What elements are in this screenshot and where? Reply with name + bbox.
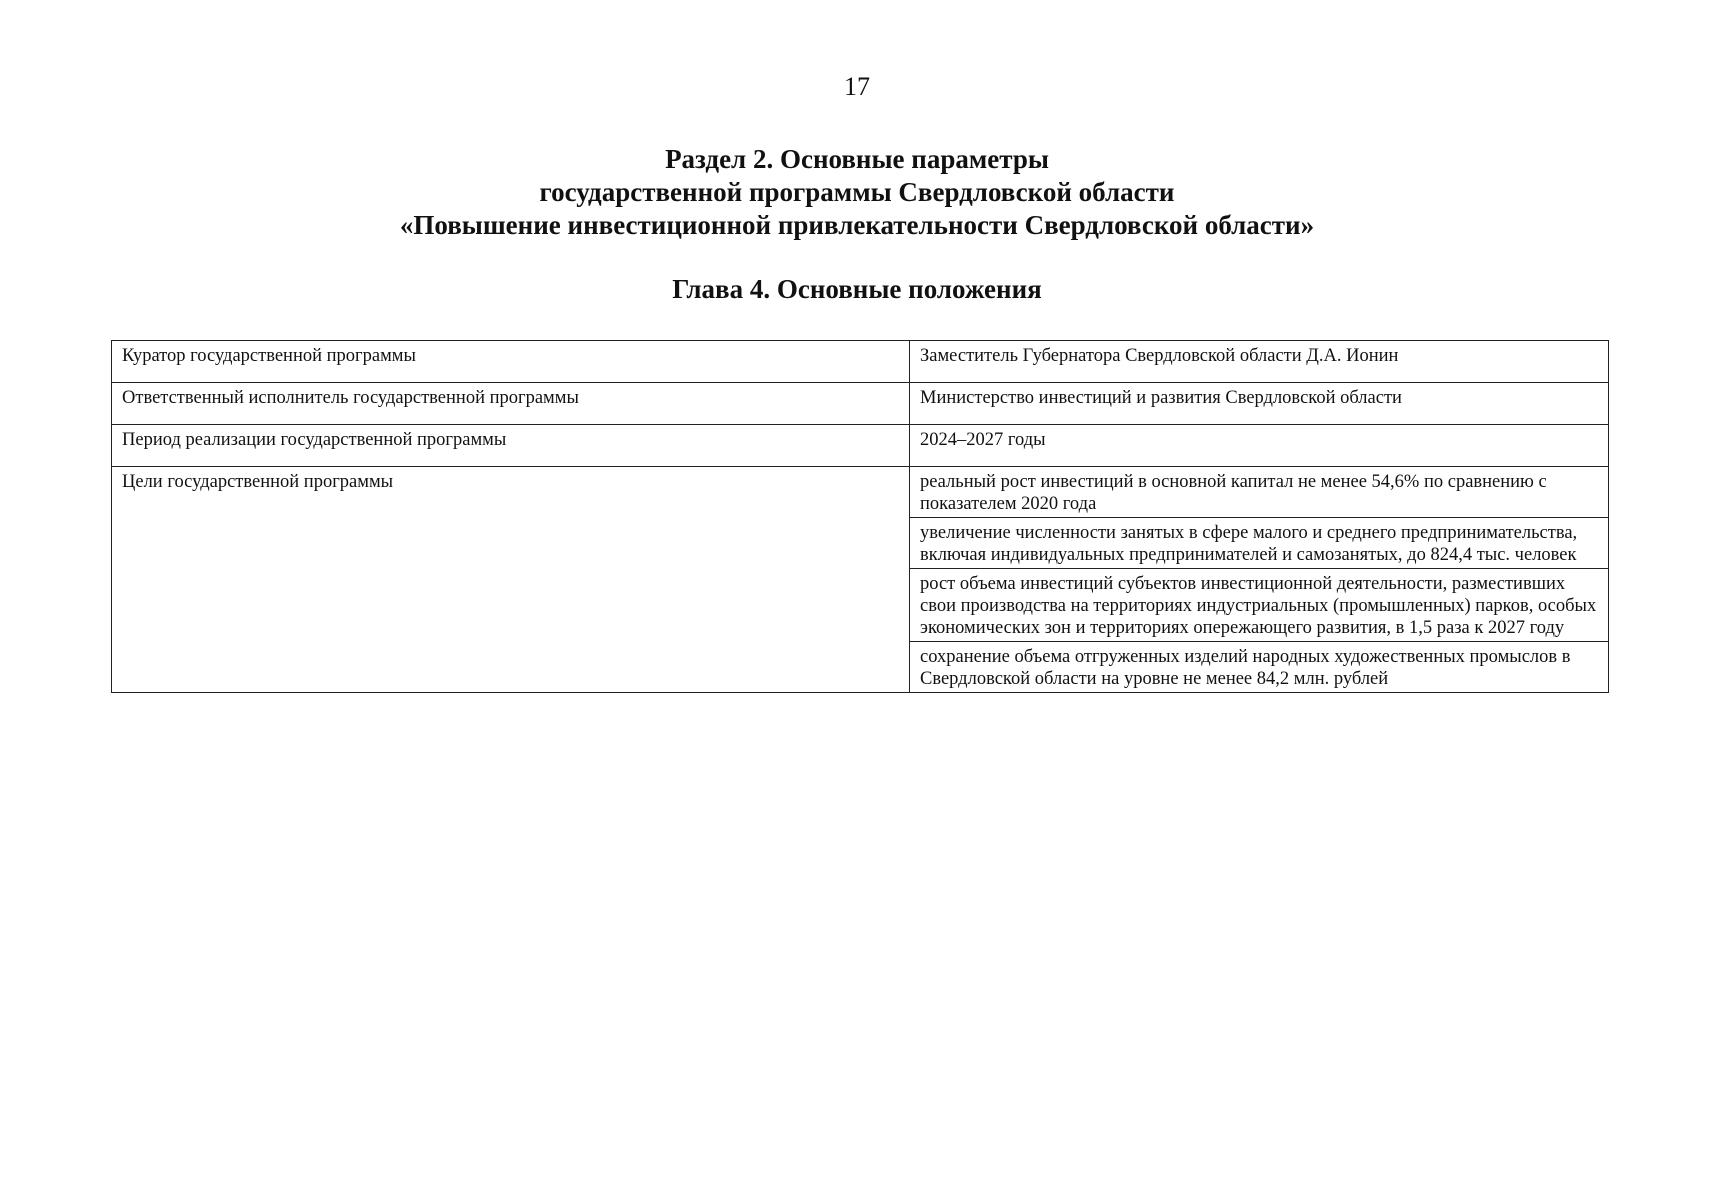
chapter-title: Глава 4. Основные положения: [672, 274, 1042, 304]
goal-item: сохранение объема отгруженных изделий народных художественных промыслов в Свердловской области на уровне не менее 84,2 млн. рублей: [910, 642, 1609, 693]
table-row-curator: [112, 341, 1609, 383]
section-title-line: государственной программы Свердловской области: [539, 177, 1175, 207]
parameters-table: [111, 340, 1609, 693]
goal-item: увеличение численности занятых в сфере малого и среднего предпринимательства, включая индивидуальных предпринимателей и самозанятых, до 824,4 тыс. человек: [910, 518, 1609, 569]
goals-label: Цели государственной программы: [112, 467, 910, 693]
row-value: Заместитель Губернатора Свердловской области Д.А. Ионин: [910, 341, 1609, 383]
section-title-line: Раздел 2. Основные параметры: [665, 144, 1049, 174]
goal-item: реальный рост инвестиций в основной капитал не менее 54,6% по сравнению с показателем 2020 года: [910, 467, 1609, 518]
table-row-goals: [112, 467, 1609, 518]
section-title-line: «Повышение инвестиционной привлекательности Свердловской области»: [399, 210, 1315, 240]
goal-item: рост объема инвестиций субъектов инвестиционной деятельности, разместивших свои производства на территориях индустриальных (промышленных) парков, особых экономических зон и территориях опережающего развития, в 1,5 раза к 2027 году: [910, 569, 1609, 642]
table-row-period: [112, 425, 1609, 467]
row-value: 2024–2027 годы: [910, 425, 1609, 467]
row-label: Ответственный исполнитель государственной программы: [112, 383, 910, 425]
row-value: Министерство инвестиций и развития Свердловской области: [910, 383, 1609, 425]
row-label: Период реализации государственной программы: [112, 425, 910, 467]
table-row-responsible-executor: [112, 383, 1609, 425]
page-number: 17: [844, 72, 870, 101]
row-label: Куратор государственной программы: [112, 341, 910, 383]
section-title: [0, 143, 1714, 242]
